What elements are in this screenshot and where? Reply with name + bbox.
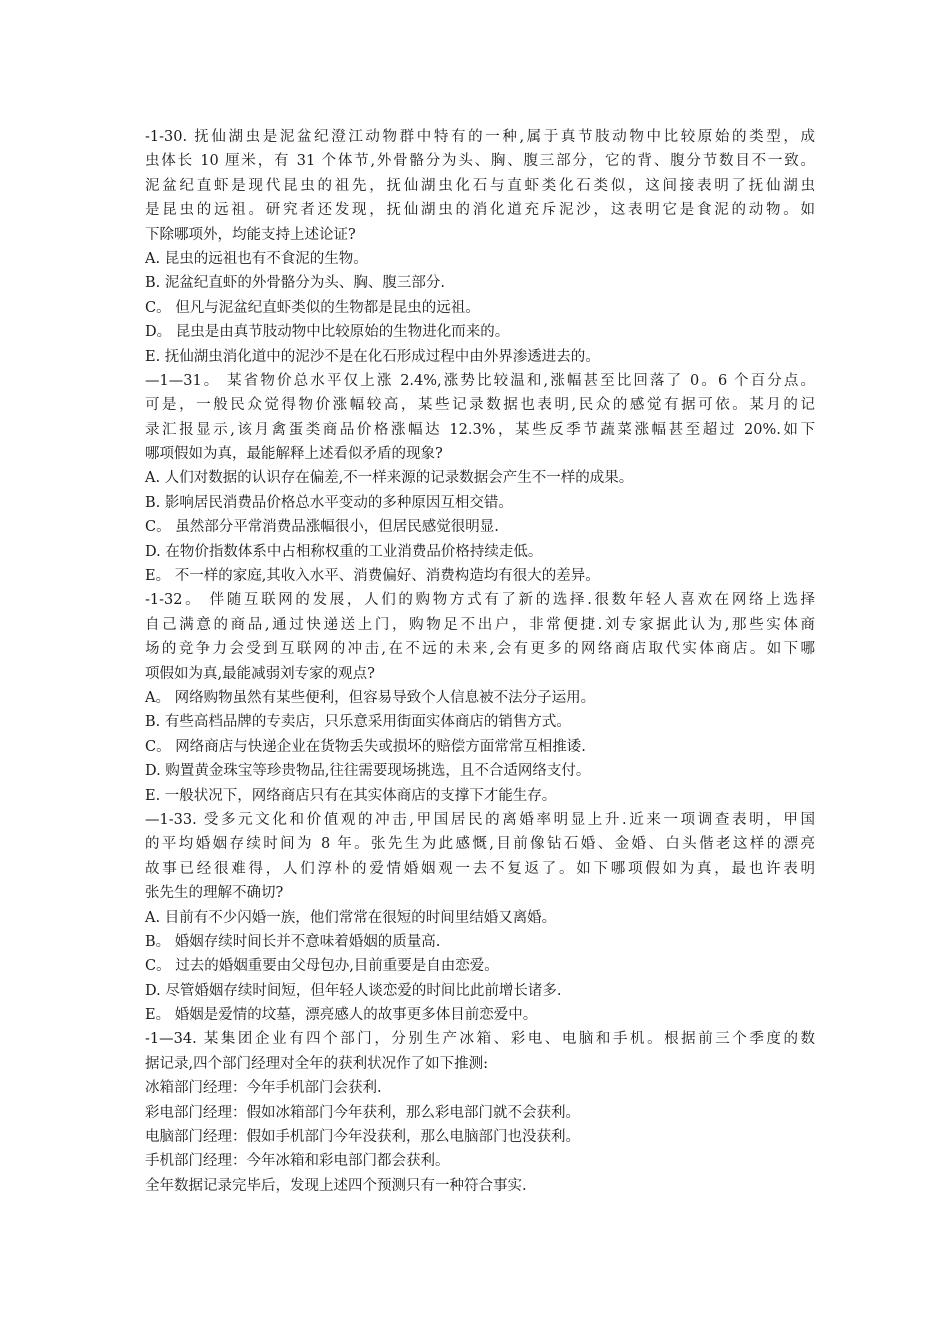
q31-option-d: D. 在物价指数体系中占相称权重的工业消费品价格持续走低。 bbox=[145, 543, 543, 560]
q31-option-c: C。 虽然部分平常消费品涨幅很小，但居民感觉很明显. bbox=[145, 519, 499, 536]
q33-option-c: C。 过去的婚姻重要由父母包办,目前重要是自由恋爱。 bbox=[145, 958, 499, 975]
q33-stem-line-3: 故事已经很难得，人们淳朴的爱情婚姻观一去不复返了。如下哪项假如为真，最也许表明 bbox=[145, 860, 815, 877]
q34-tv-manager: 彩电部门经理：假如冰箱部门今年获利，那么彩电部门就不会获利。 bbox=[145, 1104, 580, 1121]
q32-stem-line-2: 自己满意的商品,通过快递送上门，购物足不出户，非常便捷.刘专家据此认为,那些实体商 bbox=[145, 616, 815, 633]
q32-option-b: B. 有些高档品牌的专卖店，只乐意采用街面实体商店的销售方式。 bbox=[145, 714, 571, 731]
q32-stem-line-1: -1-32。 伴随互联网的发展，人们的购物方式有了新的选择.很数年轻人喜欢在网络上选择 bbox=[145, 592, 815, 609]
q32-option-d: D. 购置黄金珠宝等珍贵物品,往往需要现场挑选，且不合适网络支付。 bbox=[145, 763, 591, 780]
q34-stem-line-1: -1—34. 某集团企业有四个部门，分别生产冰箱、彩电、电脑和手机。根据前三个季度的数 bbox=[145, 1031, 815, 1048]
q31-stem-line-2: 可是，一般民众觉得物价涨幅较高，某些记录数据也表明,民众的感觉有据可依。某月的记 bbox=[145, 397, 815, 414]
document-page bbox=[145, 125, 815, 1198]
q34-stem-line-2: 据记录,四个部门经理对全年的获利状况作了如下推测: bbox=[145, 1055, 488, 1072]
q33-option-a: A. 目前有不少闪婚一族，他们常常在很短的时间里结婚又离婚。 bbox=[145, 909, 557, 926]
q33-stem-line-2: 的平均婚姻存续时间为 8 年。张先生为此感慨,目前像钻石婚、金婚、白头偕老这样的漂亮 bbox=[145, 836, 815, 853]
q31-stem-line-4: 哪项假如为真，最能解释上述看似矛盾的现象? bbox=[145, 446, 443, 463]
q32-option-a: A。 网络购物虽然有某些便利，但容易导致个人信息被不法分子运用。 bbox=[145, 689, 596, 706]
q33-stem-line-4: 张先生的理解不确切? bbox=[145, 885, 284, 902]
q33-option-e: E。 婚姻是爱情的坟墓，漂亮感人的故事更多体目前恋爱中。 bbox=[145, 1007, 538, 1024]
q31-option-a: A. 人们对数据的认识存在偏差,不一样来源的记录数据会产生不一样的成果。 bbox=[145, 470, 634, 487]
q30-stem-line-5: 下除哪项外，均能支持上述论证? bbox=[145, 226, 356, 243]
q33-option-b: B。 婚姻存续时间长并不意味着婚姻的质量高. bbox=[145, 933, 441, 950]
q32-option-c: C。 网络商店与快递企业在货物丢失或损坏的赔偿方面常常互相推诿. bbox=[145, 738, 586, 755]
q33-stem-line-1: —1-33. 受多元文化和价值观的冲击,甲国居民的离婚率明显上升.近来一项调查表明，甲国 bbox=[145, 811, 815, 828]
q30-option-b: B. 泥盆纪直虾的外骨骼分为头、胸、腹三部分. bbox=[145, 275, 445, 292]
q34-fridge-manager: 冰箱部门经理：今年手机部门会获利. bbox=[145, 1080, 382, 1097]
q30-stem-line-1: -1-30. 抚仙湖虫是泥盆纪澄江动物群中特有的一种,属于真节肢动物中比较原始的类型，成 bbox=[145, 129, 815, 145]
q31-stem-line-1: —1—31。 某省物价总水平仅上涨 2.4%,涨势比较温和,涨幅甚至比回落了 0。6 个百分点。 bbox=[145, 372, 815, 389]
q30-option-a: A. 昆虫的远祖也有不食泥的生物。 bbox=[145, 250, 368, 267]
q30-option-d: D。 昆虫是由真节肢动物中比较原始的生物进化而来的。 bbox=[145, 324, 510, 341]
q32-stem-line-3: 场的竞争力会受到互联网的冲击,在不远的未来,会有更多的网络商店取代实体商店。如下哪 bbox=[145, 641, 815, 658]
q30-stem-line-4: 是昆虫的远祖。研究者还发现，抚仙湖虫的消化道充斥泥沙，这表明它是食泥的动物。如 bbox=[145, 202, 815, 219]
q30-stem-line-3: 泥盆纪直虾是现代昆虫的祖先，抚仙湖虫化石与直虾类化石类似，这间接表明了抚仙湖虫 bbox=[145, 177, 815, 194]
q32-option-e: E. 一般状况下，网络商店只有在其实体商店的支撑下才能生存。 bbox=[145, 787, 557, 804]
q34-conclusion: 全年数据记录完毕后，发现上述四个预测只有一种符合事实. bbox=[145, 1177, 527, 1194]
q31-option-e: E。 不一样的家庭,其收入水平、消费偏好、消费构造均有很大的差异。 bbox=[145, 568, 600, 585]
q30-stem-line-2: 虫体长 10 厘米，有 31 个体节,外骨骼分为头、胸、腹三部分，它的背、腹分节数目不一致。 bbox=[145, 153, 815, 170]
q33-option-d: D. 尽管婚姻存续时间短，但年轻人谈恋爱的时间比此前增长诸多. bbox=[145, 982, 562, 999]
q30-option-c: C。 但凡与泥盆纪直虾类似的生物都是昆虫的远祖。 bbox=[145, 299, 480, 316]
q30-option-e: E. 抚仙湖虫消化道中的泥沙不是在化石形成过程中由外界渗透进去的。 bbox=[145, 348, 600, 365]
q32-stem-line-4: 项假如为真,最能减弱刘专家的观点? bbox=[145, 665, 375, 682]
q34-computer-manager: 电脑部门经理：假如手机部门今年没获利，那么电脑部门也没获利。 bbox=[145, 1129, 580, 1146]
q34-phone-manager: 手机部门经理：今年冰箱和彩电部门都会获利。 bbox=[145, 1153, 450, 1170]
q31-option-b: B. 影响居民消费品价格总水平变动的多种原因互相交错。 bbox=[145, 494, 513, 511]
q31-stem-line-3: 录汇报显示,该月禽蛋类商品价格涨幅达 12.3%，某些反季节蔬菜涨幅甚至超过 20%.如下 bbox=[145, 421, 815, 438]
